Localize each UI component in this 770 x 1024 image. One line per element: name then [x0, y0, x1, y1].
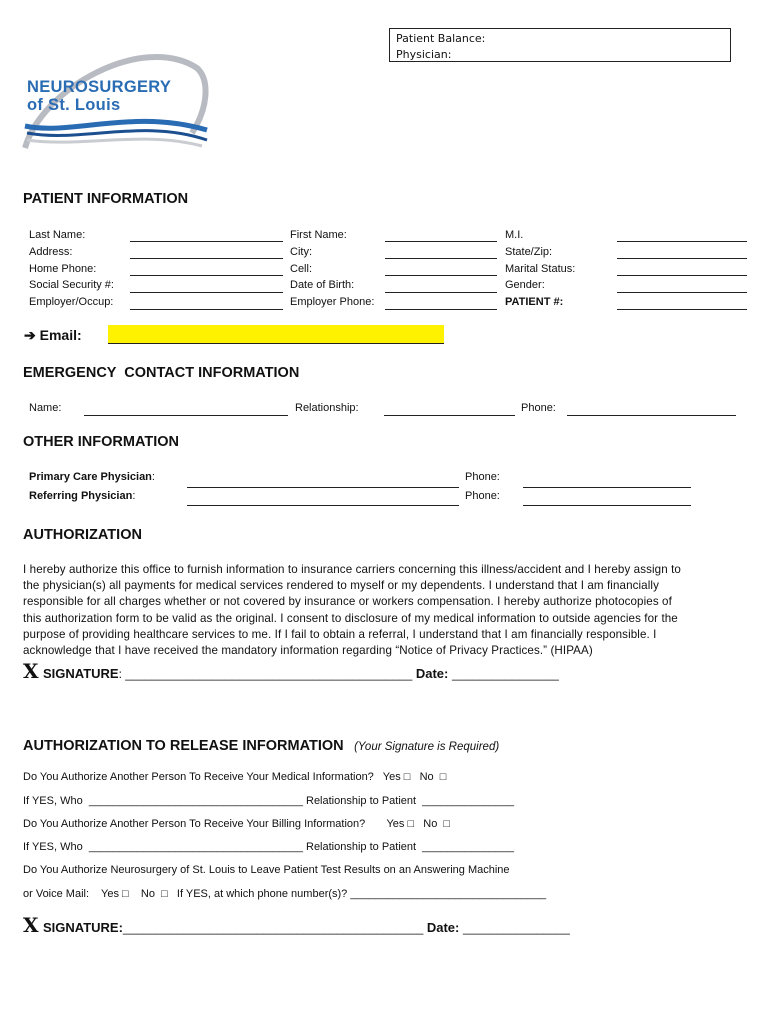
- release-signature-line[interactable]: _____________________________________________: [122, 921, 424, 935]
- city-label: City:: [290, 245, 312, 258]
- patient-info-col3: [505, 227, 575, 311]
- release-subtitle: (Your Signature is Required): [354, 741, 500, 753]
- pcp-label: Primary Care Physician: [29, 471, 152, 483]
- signature-line[interactable]: : ___________________________________________: [118, 667, 413, 681]
- state-zip-field[interactable]: [617, 258, 747, 259]
- emergency-name-label: Name:: [29, 402, 62, 414]
- release-signature-x-mark: X: [23, 913, 39, 937]
- last-name-label: Last Name:: [29, 229, 86, 241]
- dob-label: Date of Birth:: [290, 279, 355, 292]
- release-signature-row: [23, 913, 570, 937]
- auth-line: the physician(s) all payments for medical services rendered to myself or my dependents. I understand that I am financially: [23, 579, 659, 593]
- pcp-field[interactable]: [187, 487, 459, 488]
- state-zip-label: State/Zip:: [505, 245, 553, 258]
- auth-line: acknowledge that I have received the mandatory information regarding “Notice of Privacy Practices.” (HIPAA): [23, 644, 593, 658]
- first-name-label: First Name:: [290, 229, 347, 241]
- email-label: Email:: [39, 327, 82, 343]
- release-signature-label: SIGNATURE:: [42, 920, 123, 935]
- release-header: [23, 737, 499, 755]
- release-title: AUTHORIZATION TO RELEASE INFORMATION: [23, 738, 344, 754]
- city-field[interactable]: [385, 258, 497, 259]
- emergency-title: EMERGENCY CONTACT INFORMATION: [23, 365, 300, 381]
- logo: [22, 48, 212, 153]
- patient-info-col1: [29, 227, 114, 311]
- logo-line2: of St. Louis: [27, 96, 121, 114]
- date-label: Date:: [412, 666, 452, 681]
- release-q2-if-yes[interactable]: If YES, Who ___________________________________ Relationship to Patient _______________: [23, 841, 514, 853]
- physician-label: Physician:: [396, 48, 452, 61]
- marital-status-field[interactable]: [617, 275, 747, 276]
- pcp-row: [29, 471, 155, 483]
- release-q1-if-yes[interactable]: If YES, Who ___________________________________ Relationship to Patient _______________: [23, 795, 514, 807]
- release-q1[interactable]: Do You Authorize Another Person To Receive Your Medical Information? Yes □ No □: [23, 771, 447, 783]
- patient-info-col2: [290, 227, 374, 311]
- balance-box: [389, 28, 731, 62]
- ssn-field[interactable]: [130, 292, 283, 293]
- ssn-label: Social Security #:: [29, 279, 114, 292]
- emergency-relationship-field[interactable]: [384, 415, 515, 416]
- authorization-paragraph: [23, 562, 728, 659]
- pcp-colon: :: [151, 471, 155, 483]
- employer-phone-label: Employer Phone:: [290, 296, 375, 309]
- patient-balance-label: Patient Balance:: [396, 32, 486, 45]
- ref-phone-label: Phone:: [465, 490, 500, 502]
- address-field[interactable]: [130, 258, 283, 259]
- patient-info-title: PATIENT INFORMATION: [23, 191, 189, 207]
- pcp-phone-field[interactable]: [523, 487, 691, 488]
- last-name-field[interactable]: [130, 241, 283, 242]
- auth-line: purpose of providing healthcare services to me. If I fail to obtain a referral, I understand that I am financially responsible. I: [23, 627, 657, 641]
- authorization-title: AUTHORIZATION: [23, 527, 142, 543]
- marital-status-label: Marital Status:: [505, 262, 576, 275]
- employer-field[interactable]: [130, 309, 283, 310]
- emergency-name-field[interactable]: [84, 415, 288, 416]
- other-info-title: OTHER INFORMATION: [23, 434, 179, 450]
- date-line[interactable]: ________________: [451, 667, 559, 681]
- mi-field[interactable]: [617, 241, 747, 242]
- gender-field[interactable]: [617, 292, 747, 293]
- ref-row: [29, 490, 135, 502]
- gender-label: Gender:: [505, 279, 545, 292]
- email-field[interactable]: [108, 325, 444, 344]
- dob-field[interactable]: [385, 292, 497, 293]
- employer-phone-field[interactable]: [385, 309, 497, 310]
- patient-number-field[interactable]: [617, 309, 747, 310]
- mi-label: M.I.: [505, 229, 524, 241]
- pcp-phone-label: Phone:: [465, 471, 500, 483]
- first-name-field[interactable]: [385, 241, 497, 242]
- logo-line1: NEUROSURGERY: [27, 78, 172, 96]
- release-q2[interactable]: Do You Authorize Another Person To Receive Your Billing Information? Yes □ No □: [23, 818, 451, 830]
- patient-number-label: PATIENT #:: [505, 296, 564, 309]
- cell-label: Cell:: [290, 262, 313, 275]
- auth-line: I hereby authorize this office to furnish information to insurance carriers concerning this illness/accident and I hereby assign to: [23, 563, 681, 576]
- arrow-right-icon: ➔: [24, 327, 36, 343]
- ref-label: Referring Physician: [29, 490, 133, 502]
- signature-label: SIGNATURE: [42, 666, 119, 681]
- signature-x-mark: X: [23, 659, 39, 683]
- email-row: [24, 327, 82, 344]
- emergency-phone-field[interactable]: [567, 415, 736, 416]
- release-date-label: Date:: [423, 920, 463, 935]
- auth-line: responsible for all charges whether or not covered by insurance or workers compensation. I hereby authorize photocopies of: [23, 595, 672, 609]
- release-date-line[interactable]: ________________: [462, 921, 570, 935]
- ref-field[interactable]: [187, 505, 459, 506]
- emergency-relationship-label: Relationship:: [295, 402, 359, 414]
- ref-colon: :: [132, 490, 136, 502]
- release-q3-cont[interactable]: or Voice Mail: Yes □ No □ If YES, at which phone number(s)? ________________________________: [23, 888, 547, 900]
- cell-field[interactable]: [385, 275, 497, 276]
- authorization-signature-row: [23, 659, 559, 683]
- address-label: Address:: [29, 245, 73, 258]
- emergency-phone-label: Phone:: [521, 402, 556, 414]
- release-q3: Do You Authorize Neurosurgery of St. Louis to Leave Patient Test Results on an Answering Machine: [23, 864, 510, 876]
- employer-label: Employer/Occup:: [29, 296, 114, 309]
- home-phone-label: Home Phone:: [29, 262, 97, 275]
- ref-phone-field[interactable]: [523, 505, 691, 506]
- home-phone-field[interactable]: [130, 275, 283, 276]
- auth-line: this authorization form to be valid as the original. I consent to disclosure of my medical information to outside agencies for the: [23, 611, 678, 625]
